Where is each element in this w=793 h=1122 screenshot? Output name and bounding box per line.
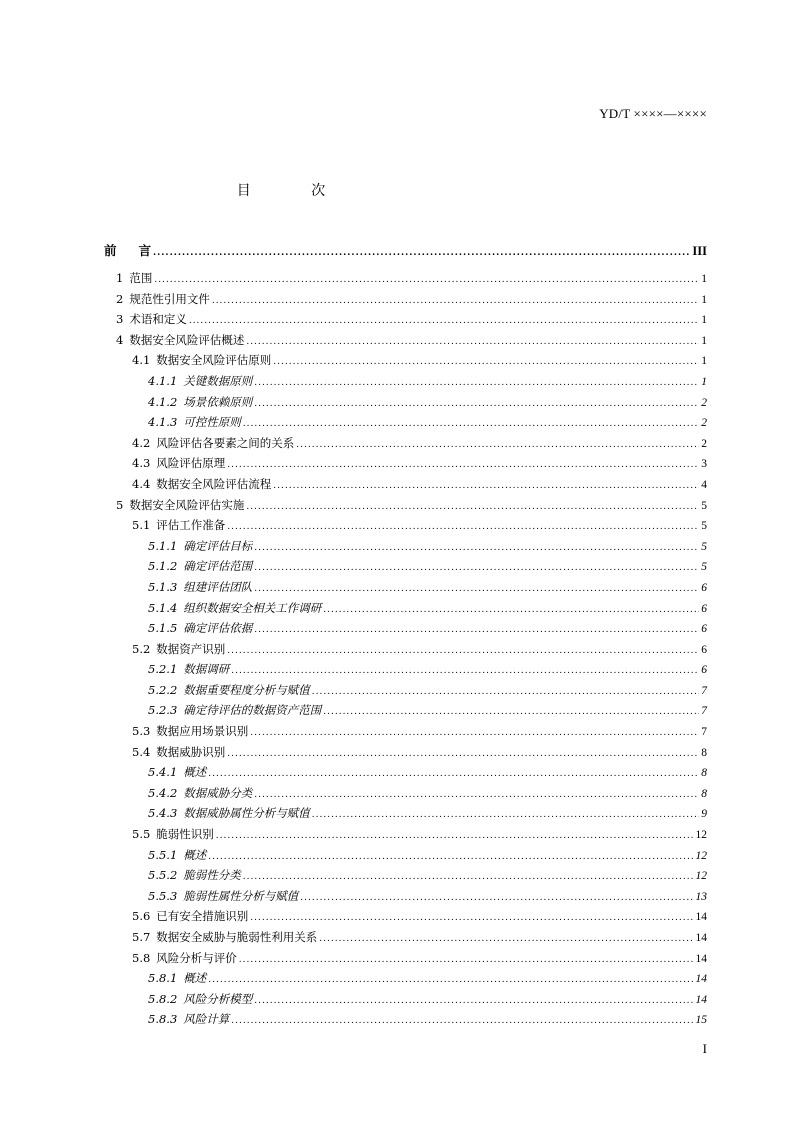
toc-entry-page: 3 <box>701 458 707 471</box>
toc-leader-dots <box>323 707 699 717</box>
toc-entry-title: 数据应用场景识别 <box>156 724 249 739</box>
toc-leader-dots <box>319 934 693 944</box>
toc-entry[interactable] <box>104 991 707 1012</box>
toc-leader-dots <box>208 769 699 779</box>
toc-entry-page: 1 <box>701 355 707 368</box>
toc-entry-number: 5.5.2 <box>148 868 178 883</box>
toc-entry-title: 数据安全风险评估概述 <box>129 332 245 347</box>
toc-entry[interactable] <box>104 352 707 373</box>
toc-leader-dots <box>246 502 699 512</box>
toc-entry[interactable] <box>104 414 707 435</box>
toc-leader-dots <box>227 522 699 532</box>
toc-leader-dots <box>250 728 699 738</box>
toc-entry-number: 5.7 <box>132 930 151 944</box>
toc-entry-number: 5.8 <box>132 950 151 965</box>
toc-leader-dots <box>254 399 699 409</box>
toc-entry-title: 概述 <box>183 765 207 780</box>
toc-entry[interactable] <box>104 805 707 826</box>
toc-entry-number: 5.2 <box>132 641 151 656</box>
toc-leader-dots <box>208 975 693 985</box>
toc-leader-dots <box>208 852 693 862</box>
toc-entry-title: 风险评估各要素之间的关系 <box>156 435 295 450</box>
toc-leader-dots <box>254 563 699 573</box>
toc-leader-dots <box>250 913 693 923</box>
toc-entry-number: 前 <box>104 243 139 258</box>
toc-leader-dots <box>300 893 693 903</box>
toc-leader-dots <box>254 378 699 388</box>
toc-entry-page: 14 <box>695 911 707 924</box>
toc-entry[interactable] <box>104 702 707 723</box>
toc-entry-number: 5.4.1 <box>148 765 178 780</box>
toc-entry-title: 概述 <box>183 847 207 862</box>
toc-entry-number: 5.4 <box>132 744 151 759</box>
toc-entry[interactable] <box>104 517 707 538</box>
toc-entry-page: 14 <box>695 952 707 965</box>
toc-entry[interactable] <box>104 661 707 682</box>
toc-entry-number: 4.4 <box>132 476 151 491</box>
toc-entry[interactable] <box>104 950 707 971</box>
table-of-contents <box>104 241 707 1032</box>
toc-entry-number: 4.1.3 <box>148 415 178 430</box>
toc-entry-page: 4 <box>701 478 707 491</box>
toc-entry-number: 1 <box>116 271 124 285</box>
toc-entry-number: 5 <box>116 497 124 512</box>
toc-entry-title: 数据安全风险评估流程 <box>156 476 272 491</box>
toc-entry-title: 数据威胁属性分析与赋值 <box>183 806 310 821</box>
toc-entry-title: 组织数据安全相关工作调研 <box>183 600 322 615</box>
toc-entry-page: 1 <box>701 314 707 327</box>
toc-entry-number: 4.1.2 <box>148 394 178 409</box>
toc-entry[interactable] <box>104 476 707 497</box>
toc-entry-page: 9 <box>701 808 707 821</box>
toc-entry[interactable] <box>104 641 707 662</box>
toc-entry-number: 5.4.2 <box>148 785 178 800</box>
toc-entry-number: 4.3 <box>132 456 151 471</box>
toc-entry-title: 确定评估范围 <box>183 559 253 574</box>
toc-entry-page: 8 <box>701 746 707 759</box>
toc-entry-number: 5.6 <box>132 909 151 924</box>
toc-leader-dots <box>254 584 699 594</box>
toc-entry-number: 5.4.3 <box>148 806 178 821</box>
toc-entry-number: 5.5.1 <box>148 847 178 862</box>
toc-leader-dots <box>243 419 699 429</box>
toc-entry-title: 数据安全风险评估原则 <box>156 353 272 368</box>
toc-leader-dots <box>153 248 690 258</box>
toc-entry[interactable] <box>104 241 707 270</box>
toc-entry[interactable] <box>104 394 707 415</box>
toc-entry[interactable] <box>104 497 707 518</box>
toc-entry[interactable] <box>104 744 707 765</box>
toc-entry-title: 数据安全威胁与脆弱性利用关系 <box>156 930 318 944</box>
toc-entry-page: 12 <box>695 829 707 842</box>
toc-entry[interactable] <box>104 600 707 621</box>
toc-leader-dots <box>189 316 699 326</box>
toc-entry-number: 5.1.4 <box>148 600 178 615</box>
toc-entry[interactable] <box>104 1011 707 1032</box>
toc-leader-dots <box>239 955 694 965</box>
toc-entry-page: 1 <box>701 293 707 306</box>
toc-leader-dots <box>231 1016 693 1026</box>
toc-entry[interactable] <box>104 929 707 950</box>
toc-entry-number: 4.1 <box>132 353 151 368</box>
toc-entry-number: 5.1.3 <box>148 579 178 594</box>
toc-entry-number: 5.2.2 <box>148 682 178 697</box>
toc-entry-number: 4.1.1 <box>148 373 178 388</box>
toc-entry[interactable] <box>104 311 707 332</box>
toc-entry[interactable] <box>104 682 707 703</box>
toc-entry[interactable] <box>104 455 707 476</box>
toc-entry[interactable] <box>104 435 707 456</box>
toc-entry-number: 5.5 <box>132 827 151 842</box>
toc-entry-title: 脆弱性属性分析与赋值 <box>183 888 299 903</box>
toc-entry[interactable] <box>104 826 707 847</box>
toc-entry[interactable] <box>104 764 707 785</box>
toc-leader-dots <box>254 625 699 635</box>
toc-leader-dots <box>227 646 699 656</box>
toc-entry-title: 可控性原则 <box>183 415 241 430</box>
toc-entry-page: 6 <box>701 643 707 656</box>
toc-entry-page: 2 <box>701 417 707 430</box>
toc-entry-page: 14 <box>695 993 707 1006</box>
toc-entry-number: 5.1.1 <box>148 538 178 553</box>
toc-leader-dots <box>154 275 699 285</box>
toc-entry[interactable] <box>104 908 707 929</box>
toc-entry-number: 5.5.3 <box>148 888 178 903</box>
toc-entry-title: 术语和定义 <box>129 312 187 327</box>
toc-entry-title: 风险分析模型 <box>183 991 253 1006</box>
toc-entry-page: 1 <box>701 273 707 285</box>
toc-entry-page: 7 <box>701 705 707 718</box>
toc-entry-number: 5.8.2 <box>148 991 178 1006</box>
toc-entry-title: 规范性引用文件 <box>129 291 210 306</box>
toc-entry-title: 已有安全措施识别 <box>156 909 249 924</box>
toc-entry-title: 数据资产识别 <box>156 641 226 656</box>
toc-entry-number: 3 <box>116 312 124 327</box>
toc-entry-page: 8 <box>701 787 707 800</box>
toc-entry-number: 5.8.3 <box>148 1012 178 1027</box>
toc-entry-number: 4 <box>116 332 124 347</box>
toc-leader-dots <box>323 605 699 615</box>
toc-entry-page: III <box>692 244 707 258</box>
toc-entry-page: 2 <box>701 396 707 409</box>
toc-entry[interactable] <box>104 558 707 579</box>
toc-entry[interactable] <box>104 847 707 868</box>
toc-entry[interactable] <box>104 620 707 641</box>
toc-entry-page: 2 <box>701 437 707 450</box>
toc-entry-title: 组建评估团队 <box>183 579 253 594</box>
toc-entry-number: 5.2.3 <box>148 703 178 718</box>
toc-entry-number: 5.3 <box>132 724 151 739</box>
toc-entry-page: 5 <box>701 499 707 512</box>
toc-entry-page: 6 <box>701 664 707 677</box>
toc-entry-title: 确定评估依据 <box>183 621 253 636</box>
toc-leader-dots <box>273 481 699 491</box>
document-code-header: YD/T ××××—×××× <box>599 106 707 121</box>
toc-leader-dots <box>296 440 699 450</box>
toc-entry-page: 14 <box>695 932 707 944</box>
toc-entry-title: 数据调研 <box>183 662 230 677</box>
toc-entry-page: 12 <box>695 870 707 883</box>
toc-entry-page: 6 <box>701 623 707 636</box>
toc-entry-title: 风险分析与评价 <box>156 950 237 965</box>
toc-entry-title: 场景依赖原则 <box>183 394 253 409</box>
toc-entry-title: 关键数据原则 <box>183 373 253 388</box>
toc-entry[interactable] <box>104 888 707 909</box>
toc-entry-title: 数据威胁分类 <box>183 785 253 800</box>
toc-entry-page: 12 <box>695 849 707 862</box>
toc-entry-title: 数据重要程度分析与赋值 <box>183 682 310 697</box>
toc-entry[interactable] <box>104 867 707 888</box>
toc-entry-page: 13 <box>695 890 707 903</box>
toc-entry-number: 4.2 <box>132 435 151 450</box>
toc-entry[interactable] <box>104 332 707 353</box>
toc-entry-page: 1 <box>701 334 707 347</box>
toc-entry-title: 脆弱性分类 <box>183 868 241 883</box>
toc-entry-page: 15 <box>695 1014 707 1027</box>
toc-entry-title: 数据威胁识别 <box>156 744 226 759</box>
toc-entry-number: 2 <box>116 291 124 306</box>
toc-title: 目 次 <box>236 183 354 199</box>
toc-entry-title: 脆弱性识别 <box>156 827 214 842</box>
toc-leader-dots <box>216 831 694 841</box>
toc-entry[interactable] <box>104 785 707 806</box>
toc-leader-dots <box>254 543 699 553</box>
toc-entry-page: 7 <box>701 726 707 739</box>
toc-entry-title: 数据安全风险评估实施 <box>129 497 245 512</box>
toc-entry-title: 评估工作准备 <box>156 518 226 533</box>
toc-entry-page: 6 <box>701 602 707 615</box>
toc-entry-number: 5.1.5 <box>148 621 178 636</box>
toc-leader-dots <box>246 337 699 347</box>
toc-leader-dots <box>227 460 699 470</box>
toc-leader-dots <box>243 872 694 882</box>
toc-leader-dots <box>273 357 699 367</box>
toc-entry-page: 6 <box>701 581 707 594</box>
toc-entry-page: 5 <box>701 561 707 574</box>
toc-entry[interactable] <box>104 579 707 600</box>
toc-entry-page: 7 <box>701 684 707 697</box>
toc-entry-title: 概述 <box>183 971 207 986</box>
toc-entry[interactable] <box>104 723 707 744</box>
toc-entry-page: 8 <box>701 767 707 780</box>
toc-entry[interactable] <box>104 373 707 394</box>
toc-leader-dots <box>312 687 699 697</box>
page-number-footer: I <box>702 1041 707 1056</box>
toc-entry-number: 5.8.1 <box>148 971 178 986</box>
toc-entry-page: 5 <box>701 540 707 553</box>
toc-entry-title: 言 <box>138 243 152 258</box>
toc-leader-dots <box>212 296 699 306</box>
toc-entry-number: 5.2.1 <box>148 662 178 677</box>
toc-leader-dots <box>231 666 699 676</box>
toc-entry-title: 确定待评估的数据资产范围 <box>183 703 322 718</box>
toc-entry[interactable] <box>104 270 707 291</box>
toc-entry-title: 范围 <box>129 271 153 285</box>
toc-entry-title: 确定评估目标 <box>183 538 253 553</box>
toc-leader-dots <box>312 810 699 820</box>
toc-entry-page: 5 <box>701 520 707 533</box>
toc-leader-dots <box>227 749 699 759</box>
toc-leader-dots <box>254 790 699 800</box>
toc-entry-title: 风险评估原理 <box>156 456 226 471</box>
toc-leader-dots <box>254 996 693 1006</box>
toc-entry-number: 5.1 <box>132 518 151 533</box>
toc-entry-page: 14 <box>695 973 707 986</box>
toc-entry[interactable] <box>104 291 707 312</box>
toc-entry[interactable] <box>104 970 707 991</box>
toc-entry[interactable] <box>104 538 707 559</box>
toc-entry-page: 1 <box>701 375 707 388</box>
toc-entry-number: 5.1.2 <box>148 559 178 574</box>
toc-entry-title: 风险计算 <box>183 1012 230 1027</box>
